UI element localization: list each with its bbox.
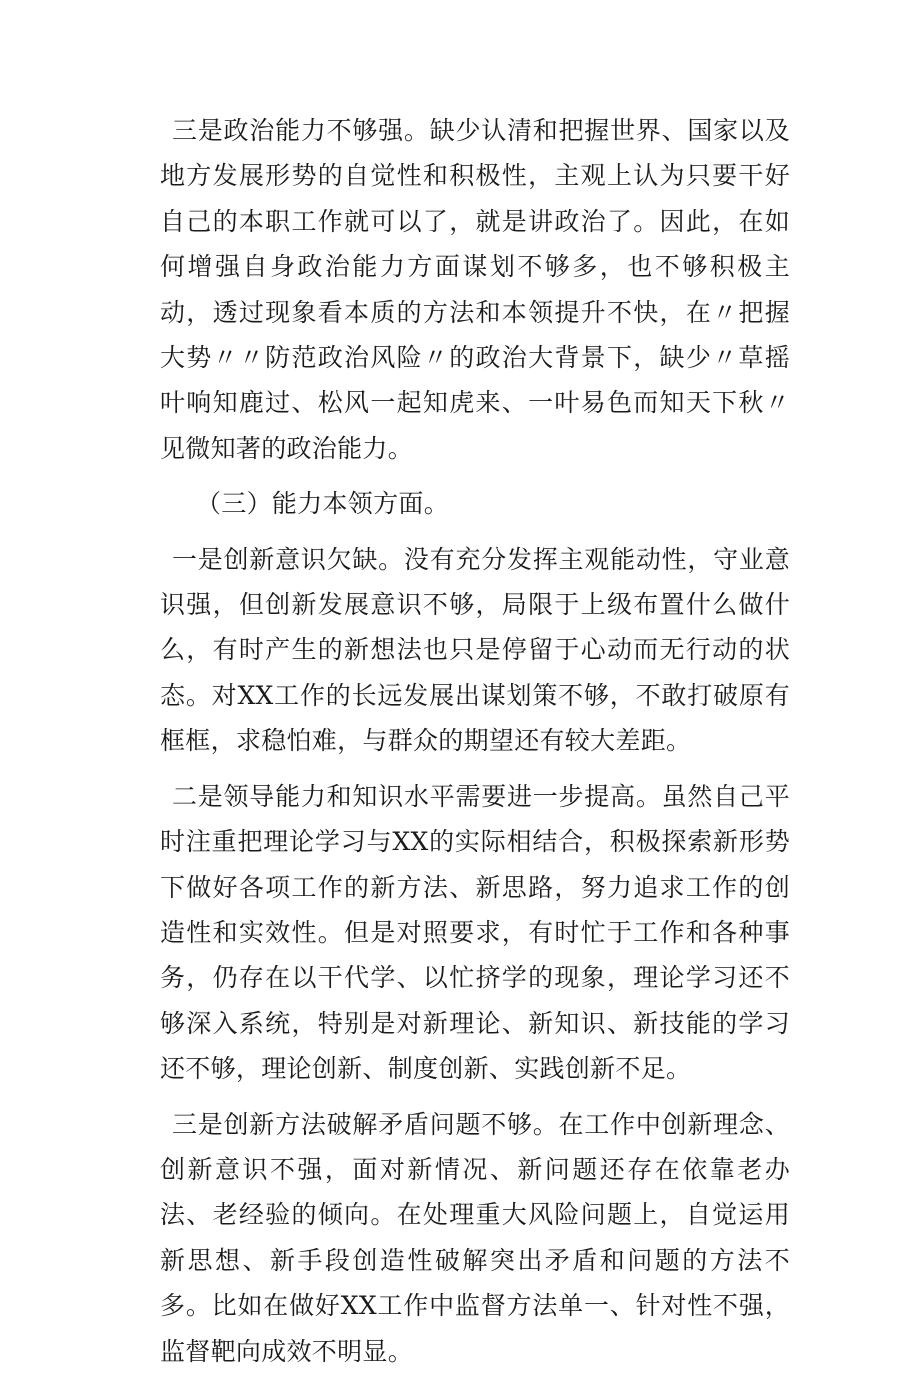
paragraph-innovation-awareness: 一是创新意识欠缺。没有充分发挥主观能动性，守业意识强，但创新发展意识不够，局限于上级布置什么做什么，有时产生的新想法也只是停留于心动而无行动的状态。对XX工作的长远发展出谋划策不够，不敢打破原有框框，求稳怕难，与群众的期望还有较大差距。 (160, 544, 790, 756)
paragraph-political-ability: 三是政治能力不够强。缺少认清和把握世界、国家以及地方发展形势的自觉性和积极性，主观上认为只要干好自己的本职工作就可以了，就是讲政治了。因此，在如何增强自身政治能力方面谋划不够多，也不够积极主动，透过现象看本质的方法和本领提升不快，在〃把握大势〃〃防范政治风险〃的政治大背景下，缺少〃草摇叶响知鹿过、松风一起知虎来、一叶易色而知天下秋〃见微知著的政治能力。 (160, 116, 790, 463)
paragraph-innovation-methods: 三是创新方法破解矛盾问题不够。在工作中创新理念、创新意识不强，面对新情况、新问题还存在依靠老办法、老经验的倾向。在处理重大风险问题上，自觉运用新思想、新手段创造性破解突出矛盾和问题的方法不多。比如在做好XX工作中监督方法单一、针对性不强，监督靶向成效不明显。 (160, 1109, 790, 1366)
document-body (160, 108, 790, 1384)
section-heading-ability: （三）能力本领方面。 (196, 489, 450, 519)
paragraph-leadership-knowledge: 二是领导能力和知识水平需要进一步提高。虽然自己平时注重把理论学习与XX的实际相结合，积极探索新形势下做好各项工作的新方法、新思路，努力追求工作的创造性和实效性。但是对照要求，有时忙于工作和各种事务，仍存在以干代学、以忙挤学的现象，理论学习还不够深入系统，特别是对新理论、新知识、新技能的学习还不够，理论创新、制度创新、实践创新不足。 (160, 781, 790, 1084)
